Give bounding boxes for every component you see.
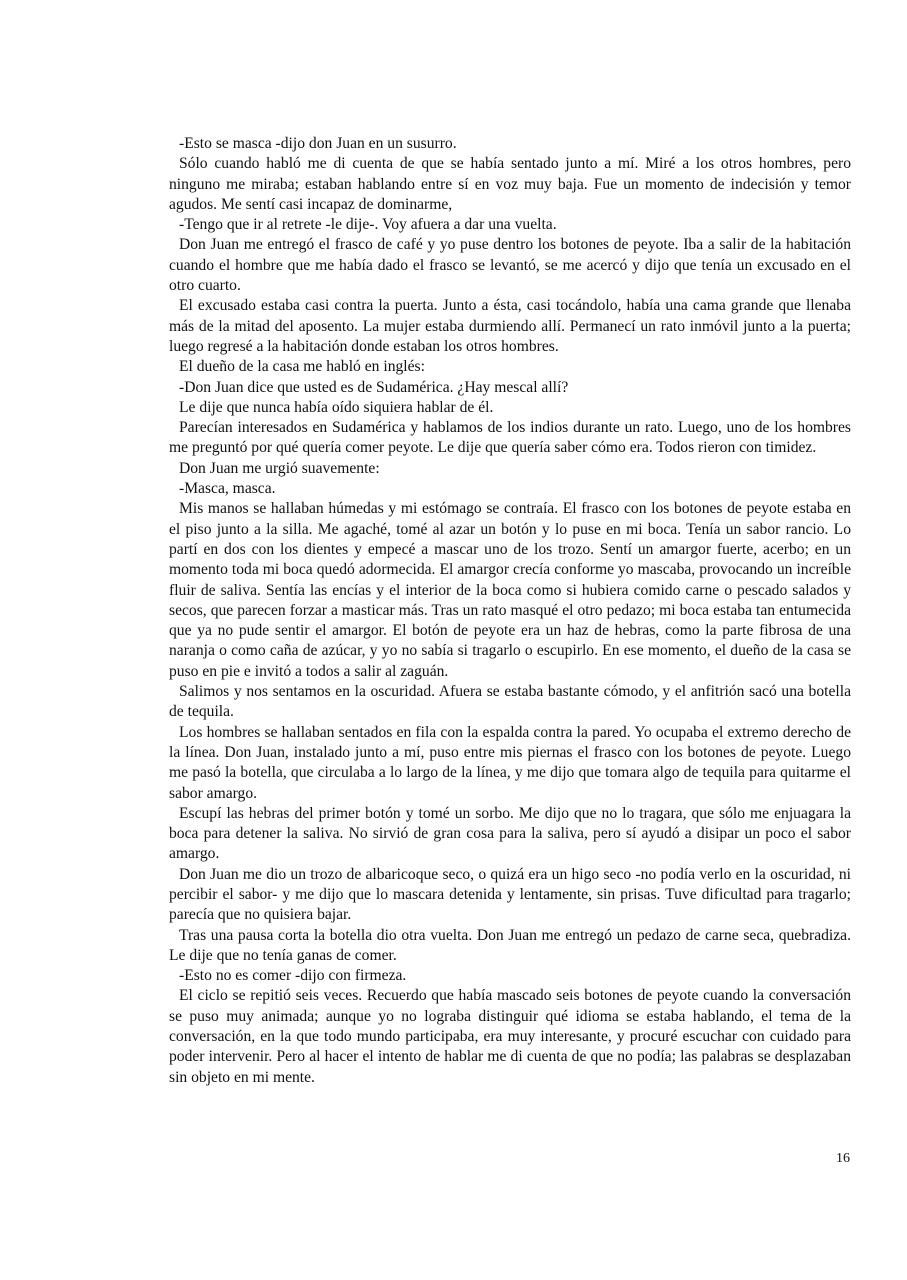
paragraph: Don Juan me urgió suavemente: (179, 459, 380, 477)
paragraph: -Don Juan dice que usted es de Sudamérica. ¿Hay mescal allí? (179, 378, 569, 396)
paragraph: Le dije que nunca había oído siquiera hablar de él. (179, 398, 494, 416)
paragraph: Sólo cuando habló me di cuenta de que se había sentado junto a mí. Miré a los otros hombres, pero ninguno me miraba; estaban hablando entre sí en voz muy baja. Fue un momento de indecisión y temor agudos. Me sentí casi incapaz de dominarme, (169, 155, 851, 213)
page-number: 16 (836, 1151, 850, 1166)
paragraph: Salimos y nos sentamos en la oscuridad. Afuera se estaba bastante cómodo, y el anfitrión sacó una botella de tequila. (169, 683, 851, 721)
paragraph: -Masca, masca. (179, 480, 276, 498)
paragraph: El excusado estaba casi contra la puerta. Junto a ésta, casi tocándolo, había una cama grande que llenaba más de la mitad del aposento. La mujer estaba durmiendo allí. Permanecí un rato inmóvil junto a la puerta; luego regresé a la habitación donde estaban los otros hombres. (169, 297, 851, 355)
paragraph: El dueño de la casa me habló en inglés: (179, 358, 425, 376)
paragraph: -Esto se masca -dijo don Juan en un susurro. (179, 135, 457, 152)
paragraph: El ciclo se repitió seis veces. Recuerdo que había mascado seis botones de peyote cuando la conversación se puso muy animada; aunque yo no lograba distinguir qué idioma se estaba hablando, el tema de la conversación, en la que todo mundo participaba, era muy interesante, y procuré escuchar con cuidado para poder intervenir. Pero al hacer el intento de hablar me di cuenta de que no podía; las palabras se desplazaban sin objeto en mi mente. (169, 987, 851, 1086)
paragraph: -Esto no es comer -dijo con firmeza. (179, 967, 407, 985)
paragraph: Escupí las hebras del primer botón y tomé un sorbo. Me dijo que no lo tragara, que sólo me enjuagara la boca para detener la saliva. No sirvió de gran cosa para la saliva, pero sí ayudó a disipar un poco el sabor amargo. (169, 804, 851, 863)
paragraph: Don Juan me entregó el frasco de café y yo puse dentro los botones de peyote. Iba a salir de la habitación cuando el hombre que me había dado el frasco se levantó, se me acercó y dijo que tenía un excusado en el otro cuarto. (169, 236, 851, 295)
paragraph: Parecían interesados en Sudamérica y hablamos de los indios durante un rato. Luego, uno de los hombres me preguntó por qué quería comer peyote. Le dije que quería saber cómo era. Todos rieron con timidez. (169, 419, 851, 457)
page-body (169, 134, 851, 1088)
paragraph: Los hombres se hallaban sentados en fila con la espalda contra la pared. Yo ocupaba el extremo derecho de la línea. Don Juan, instalado junto a mí, puso entre mis piernas el frasco con los botones de peyote. Luego me pasó la botella, que circulaba a lo largo de la línea, y me dijo que tomara algo de tequila para quitarme el sabor amargo. (169, 723, 851, 802)
paragraph: -Tengo que ir al retrete -le dije-. Voy afuera a dar una vuelta. (179, 216, 557, 234)
paragraph: Tras una pausa corta la botella dio otra vuelta. Don Juan me entregó un pedazo de carne seca, quebradiza. Le dije que no tenía ganas de comer. (169, 926, 851, 964)
paragraph: Mis manos se hallaban húmedas y mi estómago se contraía. El frasco con los botones de peyote estaba en el piso junto a la silla. Me agaché, tomé al azar un botón y lo puse en mi boca. Tenía un sabor rancio. Lo partí en dos con los dientes y empecé a mascar uno de los trozo. Sentí un amargor fuerte, acerbo; en un momento toda mi boca quedó adormecida. El amargor crecía conforme yo mascaba, provocando un increíble fluir de saliva. Sentía las encías y el interior de la boca como si hubiera comido carne o pescado salados y secos, que parecen forzar a masticar más. Tras un rato masqué el otro pedazo; mi boca estaba tan entumecida que ya no pude sentir el amargor. El botón de peyote era un haz de hebras, como la parte fibrosa de una naranja o como caña de azúcar, y yo no sabía si tragarlo o escupirlo. En ese momento, el dueño de la casa se puso en pie e invitó a todos a salir al zaguán. (169, 500, 851, 680)
paragraph: Don Juan me dio un trozo de albaricoque seco, o quizá era un higo seco -no podía verlo en la oscuridad, ni percibir el sabor- y me dijo que lo mascara detenida y lentamente, sin prisas. Tuve dificultad para tragarlo; parecía que no quisiera bajar. (169, 865, 851, 924)
